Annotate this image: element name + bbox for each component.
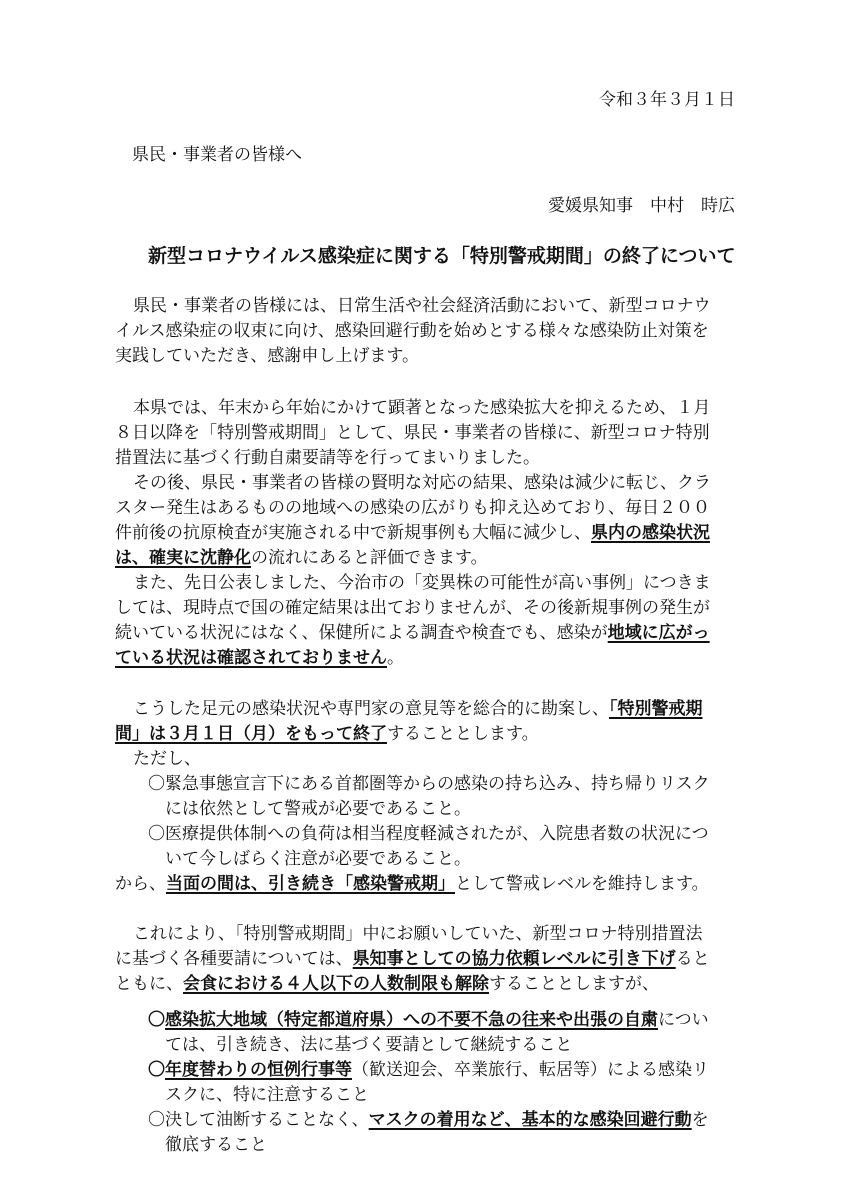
p5-bullet-1-line-1: 〇緊急事態宣言下にある首都圏等からの感染の持ち込み、持ち帰りリスク (148, 774, 710, 794)
p6-bullet-2-line-2: スクに、特に注意すること (165, 1085, 369, 1105)
p3-line-3: 件前後の抗原検査が実施される中で新規事例も大幅に減少し、県内の感染状況 (115, 523, 710, 543)
document-date: 令和３年３月１日 (599, 90, 735, 110)
p6-bullet-3-line-2: 徹底すること (165, 1135, 267, 1155)
sender: 愛媛県知事 中村 時広 (548, 196, 735, 216)
emphasis-not-confirmed: ている状況は確認されておりません (115, 648, 387, 668)
p1-line-1: 県民・事業者の皆様には、日常生活や社会経済活動において、新型コロナウ (133, 296, 711, 316)
p6-bullet-3-line-1: 〇決して油断することなく、マスクの着用など、基本的な感染回避行動を (148, 1110, 709, 1130)
p4-line-4: ている状況は確認されておりません。 (115, 648, 404, 668)
p1-line-3: 実践していただき、感謝申し上げます。 (115, 346, 419, 366)
emphasis-regional-spread: 地域に広がっ (607, 623, 710, 643)
emphasis-calming: は、確実に沈静化 (115, 548, 251, 568)
p6-bullet-1-line-2: ては、引き続き、法に基づく要請として継続すること (165, 1035, 573, 1055)
emphasis-infection-status: 県内の感染状況 (591, 523, 710, 543)
p5-line-1: こうした足元の感染状況や専門家の意見等を総合的に勘案し、「特別警戒期 (133, 699, 703, 719)
p4-line-3: 続いている状況にはなく、保健所による調査や検査でも、感染が地域に広がっ (115, 623, 710, 643)
p3-line-2: スター発生はあるものの地域への感染の広がりも抑え込めており、毎日２００ (115, 498, 710, 518)
p4-line-1: また、先日公表しました、今治市の「変異株の可能性が高い事例」につきま (133, 573, 711, 593)
p2-line-2: ８日以降を「特別警戒期間」として、県民・事業者の皆様に、新型コロナ特別 (115, 423, 710, 443)
addressee: 県民・事業者の皆様へ (132, 145, 302, 165)
p5-bullet-1-line-2: には依然として警戒が必要であること。 (165, 799, 471, 819)
p6-line-1: これにより、「特別警戒期間」中にお願いしていた、新型コロナ特別措置法 (133, 924, 703, 944)
p2-line-3: 措置法に基づく行動自粛要請等を行ってまいりました。 (115, 448, 540, 468)
p5-line-4: から、当面の間は、引き続き「感染警戒期」として警戒レベルを維持します。 (115, 874, 709, 894)
emphasis-end-date: 間」は３月１日（月）をもって終了 (115, 724, 387, 744)
p5-bullet-2-line-1: 〇医療提供体制への負荷は相当程度軽減されたが、入院患者数の状況につ (148, 824, 709, 844)
p2-line-1: 本県では、年末から年始にかけて顕著となった感染拡大を抑えるため、１月 (133, 398, 711, 418)
p6-bullet-1-line-1: 〇感染拡大地域（特定都道府県）への不要不急の往来や出張の自粛につい (148, 1010, 709, 1030)
p6-line-2: に基づく各種要請については、県知事としての協力依頼レベルに引き下げると (115, 949, 710, 969)
p5-line-2: 間」は３月１日（月）をもって終了することとします。 (115, 724, 539, 744)
p3-line-4: は、確実に沈静化の流れにあると評価できます。 (115, 548, 488, 568)
p3-line-1: その後、県民・事業者の皆様の賢明な対応の結果、感染は減少に転じ、クラ (133, 473, 711, 493)
p5-line-3: ただし、 (133, 749, 201, 769)
emphasis-mask-wearing: マスクの着用など、基本的な感染回避行動 (368, 1110, 692, 1130)
p5-bullet-2-line-2: いて今しばらく注意が必要であること。 (165, 849, 471, 869)
emphasis-dining-limit: 会食における４人以下の人数制限も解除 (183, 974, 489, 994)
emphasis-annual-events: 年度替わりの恒例行事等 (165, 1060, 352, 1080)
p6-line-3: ともに、会食における４人以下の人数制限も解除することとしますが、 (115, 974, 659, 994)
p4-line-2: しては、現時点で国の確定結果は出ておりませんが、その後新規事例の発生が (115, 598, 710, 618)
emphasis-request-level: 県知事としての協力依頼レベルに引き下げ (352, 949, 676, 969)
emphasis-special-period: 「特別警戒期 (609, 699, 703, 719)
p6-bullet-2-line-1: 〇年度替わりの恒例行事等（歓送迎会、卒業旅行、転居等）による感染リ (148, 1060, 709, 1080)
emphasis-alert-level: 当面の間は、引き続き「感染警戒期」 (166, 874, 455, 894)
document-title: 新型コロナウイルス感染症に関する「特別警戒期間」の終了について (148, 245, 736, 267)
p1-line-2: イルス感染症の収束に向け、感染回避行動を始めとする様々な感染防止対策を (115, 321, 709, 341)
emphasis-travel-restraint: 感染拡大地域（特定都道府県）への不要不急の往来や出張の自粛 (165, 1010, 658, 1030)
